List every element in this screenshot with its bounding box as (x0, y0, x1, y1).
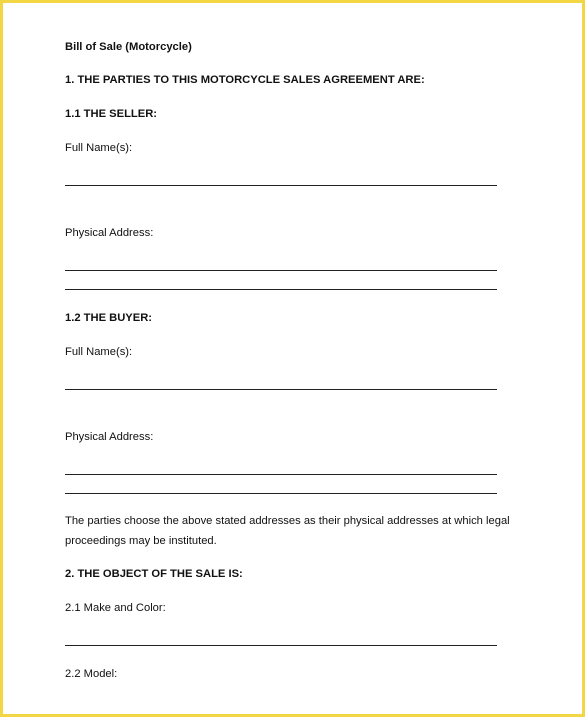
addresses-note-line-2: proceedings may be instituted. (65, 535, 217, 547)
buyer-full-name-label: Full Name(s): (65, 346, 133, 358)
seller-full-name-line[interactable] (65, 185, 497, 186)
buyer-address-line-2[interactable] (65, 493, 497, 494)
buyer-heading: 1.2 THE BUYER: (65, 312, 153, 324)
seller-address-line-2[interactable] (65, 289, 497, 290)
addresses-note-line-1: The parties choose the above stated addresses as their physical addresses at which legal (65, 515, 510, 527)
buyer-full-name-line[interactable] (65, 389, 497, 390)
document-page (3, 3, 582, 714)
section-2-heading: 2. THE OBJECT OF THE SALE IS: (65, 568, 243, 580)
seller-address-label: Physical Address: (65, 227, 154, 239)
make-color-line[interactable] (65, 645, 497, 646)
seller-full-name-label: Full Name(s): (65, 142, 133, 154)
make-color-label: 2.1 Make and Color: (65, 602, 166, 614)
document-title: Bill of Sale (Motorcycle) (65, 41, 192, 53)
buyer-address-label: Physical Address: (65, 431, 154, 443)
seller-address-line-1[interactable] (65, 270, 497, 271)
buyer-address-line-1[interactable] (65, 474, 497, 475)
section-1-heading: 1. THE PARTIES TO THIS MOTORCYCLE SALES AGREEMENT ARE: (65, 74, 425, 86)
model-label: 2.2 Model: (65, 668, 118, 680)
seller-heading: 1.1 THE SELLER: (65, 108, 158, 120)
